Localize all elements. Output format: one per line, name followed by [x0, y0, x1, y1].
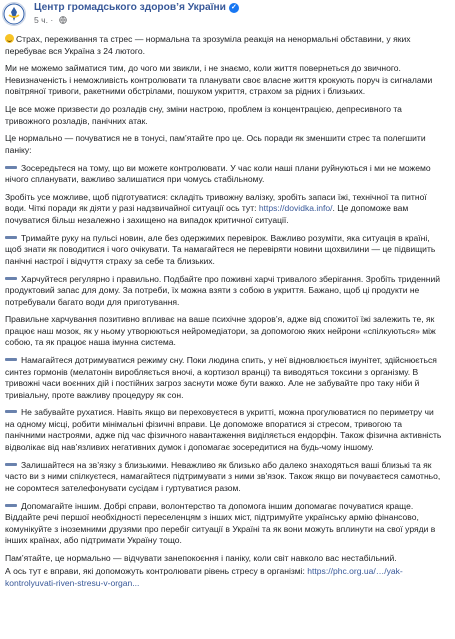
- paragraph-uncertainty: Ми не можемо займатися тим, до чого ми звикли, і не знаємо, коли життя повернеться до звичного. Невизначеність і неможливість контролювати та планувати своє власне життя крокують поруч із сигналами повітряної тривоги, ракетними обстрілами, пошуком укриття, страхом за рідних і близьких.: [5, 63, 433, 97]
- paragraph-exercises: [5, 566, 445, 589]
- paragraph-help-others: [5, 501, 445, 547]
- dash-bullet-icon: [5, 463, 17, 466]
- paragraph-preparation-rest: . Це допоможе вам почуватися більш незалежно і захищено на випадок критичної ситуації.: [5, 203, 409, 225]
- paragraph-food: [5, 274, 445, 309]
- worried-face-emoji-icon: [5, 34, 14, 43]
- globe-icon: [59, 16, 67, 24]
- paragraph-movement: [5, 407, 445, 453]
- paragraph-movement-text: Не забувайте рухатися. Навіть якщо ви перехову​єтеся в укритті, можна прогулюватися по периметру чи на одному місці, робити мінімальні фізичні вправи. Це допоможе впоратися зі стресом, тривогою та панічними настроями, адже під час фізичного навантаження виділяється ендорфін. Також фізична активність відволікає від нав’язливих негативних думок і допомагає зосередитися на будь-чому іншому.: [5, 407, 442, 452]
- dash-bullet-icon: [5, 504, 17, 507]
- page-name-link[interactable]: [34, 2, 239, 14]
- dovidka-link[interactable]: https://dovidka.info/: [258, 203, 333, 214]
- paragraph-exercises-text: А ось тут є вправи, які допоможуть контролювати рівень стресу в організмі:: [5, 566, 308, 577]
- post-meta: 5 ч. ·: [34, 15, 67, 26]
- dash-bullet-icon: [5, 358, 17, 361]
- paragraph-focus-control-text: Зосередьтеся на тому, що ви можете контролювати. У час коли наші плани руйнуються і ми не можемо нічого спланувати, важливо залишатися при чомусь стабільному.: [5, 162, 431, 185]
- paragraph-sleep: [5, 355, 445, 401]
- page-avatar[interactable]: [2, 2, 26, 26]
- post-text: [5, 34, 445, 596]
- post-header: [2, 2, 452, 26]
- dash-bullet-icon: [5, 166, 17, 169]
- paragraph-news: [5, 233, 445, 268]
- dash-bullet-icon: [5, 236, 17, 239]
- paragraph-intro: [5, 34, 445, 57]
- dash-bullet-icon: [5, 410, 17, 413]
- paragraph-sleep-text: Намагайтеся дотримуватися режиму сну. Поки людина спить, у неї відновлюється імунітет, здійснюється синтез гормонів (мелатонін виробляється вночі, а кортизол вранці) та виводяться токсини з організму. В тривожні часи воєнних дій і постійних загроз заснути може бути важко. Але не забувайте про таку ніби й тривіальну, проте важливу процедуру як сон.: [5, 355, 437, 400]
- paragraph-help-others-text: Допомагайте іншим. Добрі справи, волонтерство та допомога іншим допомагає почуватися краще. Віддайте речі першої необхідності переселенцям з інших міст, підтримуйте українську армію фінансово, комунікуйте з іноземними друзями про перебіг ситуації в Україні та як вони можуть вплинути на свої уряди в інших країнах, або підтримати Україну тощо.: [5, 500, 436, 546]
- dash-bullet-icon: [5, 277, 17, 280]
- paragraph-nutrition: Правильне харчування позитивно впливає на ваше психічне здоров’я, адже від спожитої їжі залежить те, як працює наш мозок, як у ньому утворюються нейромедіатори, за допомогою яких нейрони «спілкуються» між собою, та як працює наша імунна система.: [5, 314, 436, 348]
- phc-exercises-link[interactable]: https://phc.org.ua/…/yak-kontrolyuvati-riven-stresu-v-organ...: [5, 566, 403, 588]
- paragraph-news-text: Тримайте руку на пульсі новин, але без одержимих перевірок. Важливо розуміти, яка ситуація в країні, щоб знати як поводитися і чого очікувати. Та намагайтеся не перевіряти новини щохвилини — це підвищить панічні настрої і відчуття страху за себе та близьких.: [5, 232, 436, 266]
- paragraph-intro-text: Страх, переживання та стрес — нормальна та зрозуміла реакція на ненормальні обставини, у яких перебуває вся Україна з 24 лютого.: [5, 34, 411, 56]
- paragraph-consequences: Це все може призвести до розладів сну, зміни настрою, проблем із концентрацією, депресивного та тривожного розладів, панічних атак.: [5, 104, 402, 126]
- paragraph-preparation: [5, 192, 445, 227]
- paragraph-remember: Пам’ятайте, це нормально — відчувати занепокоєння і паніку, коли світ навколо вас нестабільний.: [5, 552, 397, 563]
- paragraph-stay-connected-text: Залишайтеся на зв’язку з близькими. Неважливо як близько або далеко знаходяться ваші близькі та як часто ви з ними спілкуєтеся, намагайтеся підтримувати з ними зв’язок. Також якщо ви почуваєтеся самотньо, не соромтеся зателефонувати сусідам і гуртуватися разом.: [5, 459, 441, 493]
- paragraph-tips-intro: Це нормально — почуватися не в тонусі, пам’ятайте про це. Ось поради як зменшити стрес та полегшити паніку:: [5, 133, 426, 155]
- paragraph-preparation-text: Зробіть усе можливе, щоб підготуватися: складіть тривожну валізку, зробіть запаси їжі, технічної та питної води. Чіткі поради як діяти у разі надзвичайної ситуації ось тут:: [5, 191, 427, 214]
- paragraph-focus-control: [5, 163, 445, 186]
- post-time[interactable]: 5 ч.: [34, 15, 49, 25]
- paragraph-stay-connected: [5, 460, 445, 495]
- page-name-text: Центр громадського здоров’я України: [34, 2, 226, 13]
- paragraph-food-text: Харчуйтеся регулярно і правильно. Подбайте про поживні харчі тривалого зберігання. Зробіть триденний продуктовий запас для дому. За потреби, їх можна взяти з собою в укриття. Бажано, щоб ці продукти не потребували багато води для приготування.: [5, 273, 441, 307]
- verified-badge-icon: ✓: [229, 3, 239, 13]
- ministry-logo-icon: [3, 3, 25, 25]
